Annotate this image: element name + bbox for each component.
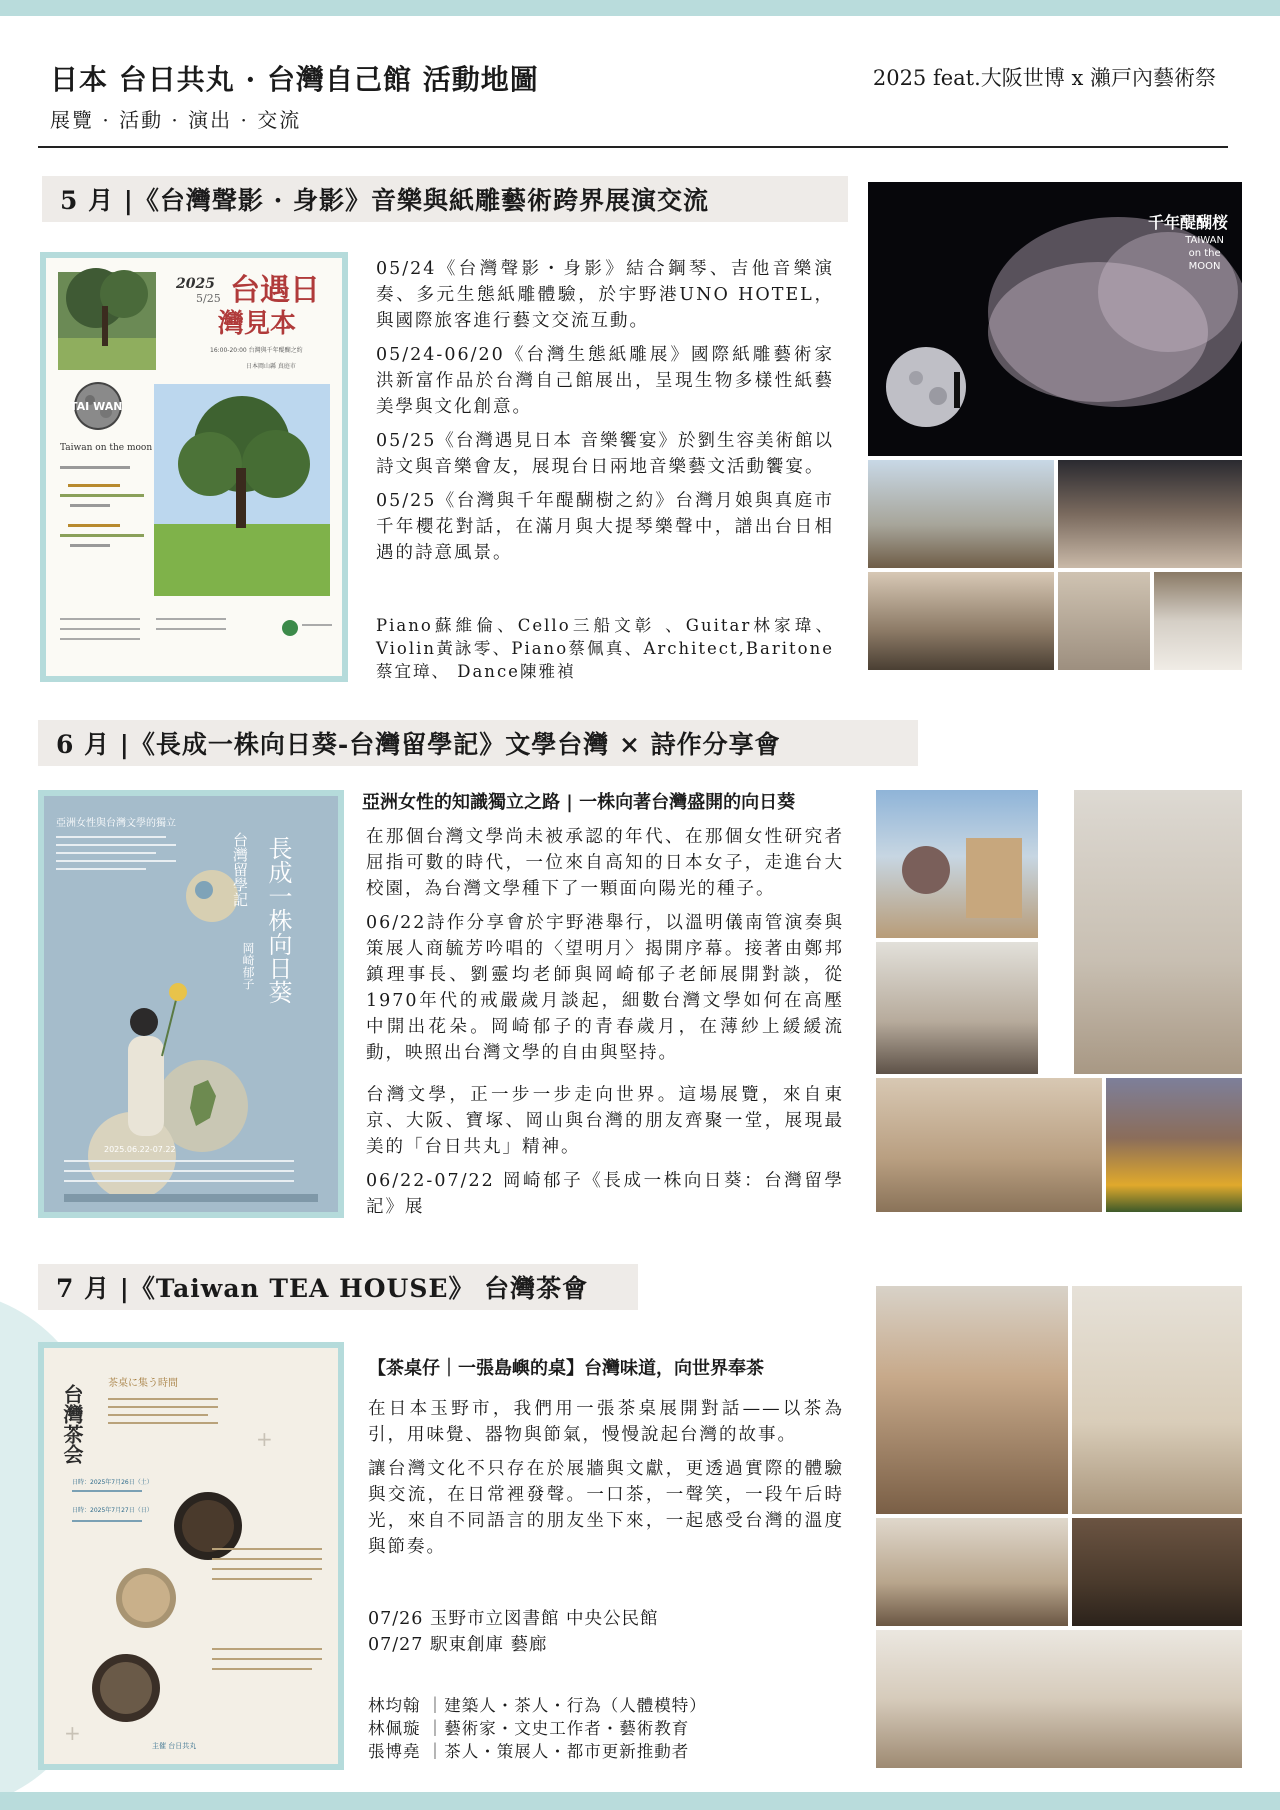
may-credits — [376, 614, 834, 691]
july-person-3: 張博堯 ｜茶人・策展人・都市更新推動者 — [368, 1742, 690, 1761]
july-poster-date-2: 日時：2025年7月27日（日） — [72, 1507, 153, 1514]
photo-moon-pavilion — [876, 790, 1038, 938]
may-performer-credits: Piano蘇維倫、Cello三船文彰 、Guitar林家瑋、Violin黃詠零、Piano蔡佩真、Architect,Baritone 蔡宜璋、 Dance陳雅禎 — [376, 616, 834, 681]
june-poster-art — [44, 796, 338, 1212]
june-poster-vertical-subtitle: 台灣留學記 — [231, 832, 249, 907]
july-poster-date-1: 日時：2025年7月26日（土） — [72, 1479, 153, 1486]
july-event-poster — [38, 1342, 344, 1770]
section-heading-july-text: 7 月 |《Taiwan TEA HOUSE》 台灣茶會 — [56, 1274, 589, 1303]
july-subheading: 【茶桌仔｜一張島嶼的桌】台灣味道，向世界奉茶 — [368, 1358, 764, 1379]
photo-exhibition-guests — [876, 1078, 1102, 1212]
photo-guitar-performance — [868, 460, 1054, 568]
page-subtitle: 展覽 · 活動 · 演出 · 交流 — [50, 108, 302, 132]
june-poster-vertical-title: 長成一株向日葵 — [264, 836, 292, 1004]
may-poster-art — [46, 258, 342, 676]
june-event-poster — [38, 790, 344, 1218]
photo-piano-concert — [1058, 460, 1242, 568]
photo-tea-table — [1072, 1518, 1242, 1626]
section-heading-june-text: 6 月 |《長成一株向日葵-台灣留學記》文學台灣 × 詩作分享會 — [56, 730, 781, 759]
may-poster-place: 日本岡山縣 真庭市 — [246, 363, 296, 370]
header-feature-note: 2025 feat.大阪世博 x 瀨戸內藝術祭 — [872, 66, 1216, 90]
photo-group-gathering — [876, 1630, 1242, 1768]
june-poster-top-text: 亞洲女性與台灣文學的獨立 — [56, 818, 176, 829]
may-poster-year: 2025 — [176, 276, 215, 292]
july-paragraph-2: 讓台灣文化不只存在於展牆與文獻，更透過實際的體驗與交流，在日常裡發聲。一口茶，一聲笑，一段午后時光，來自不同語言的朋友坐下來，一起感受台灣的溫度與節奏。 — [368, 1459, 844, 1557]
may-paragraph-3: 05/25《台灣遇見日本 音樂饗宴》於劉生容美術館以詩文與音樂會友，展現台日兩地音樂藝文活動饗宴。 — [376, 431, 834, 477]
july-person-2: 林佩璇 ｜藝術家・文史工作者・藝術教育 — [368, 1719, 690, 1738]
july-description — [368, 1396, 844, 1568]
july-poster-title: 台灣茶会 — [60, 1384, 84, 1464]
may-paragraph-1: 05/24《台灣聲影・身影》結合鋼琴、吉他音樂演奏、多元生態紙雕體驗，於宇野港UNO HOTEL，與國際旅客進行藝文交流互動。 — [376, 259, 834, 331]
moon-pavilion-art — [876, 790, 1038, 938]
june-paragraph-1: 在那個台灣文學尚未被承認的年代、在那個女性研究者屈指可數的時代，一位來自高知的日本女子，走進台大校園，為台灣文學種下了一顆面向陽光的種子。 — [366, 827, 844, 899]
may-poster-date: 5/25 — [196, 292, 221, 305]
july-event-1: 07/26 玉野市立図書館 中央公民館 — [368, 1609, 659, 1629]
july-poster-art — [44, 1348, 338, 1764]
july-people-list — [368, 1694, 844, 1763]
photo-sheer-curtain-display — [1074, 790, 1242, 1074]
section-heading-may — [42, 176, 848, 222]
photo-erhu-performance — [1072, 1286, 1242, 1514]
photo-label-title: 千年醍醐桜 — [1147, 213, 1228, 232]
photo-tea-participants — [876, 1518, 1068, 1626]
july-event-2: 07/27 駅東創庫 藝廊 — [368, 1635, 548, 1655]
june-paragraph-2: 06/22詩作分享會於宇野港舉行，以溫明儀南管演奏與策展人商毓芳吟唱的〈望明月〉揭開序幕。接著由鄭邦鎮理事長、劉靈均老師與岡崎郁子老師展開對談，從1970年代的戒嚴歲月談起，細數台灣文學如何在高壓中開出花朵。岡崎郁子的青春歲月，在薄紗上緩緩流動，映照出台灣文學的自由與堅持。 — [366, 913, 844, 1063]
photo-dancer — [1058, 572, 1150, 670]
july-poster-subtitle: 茶桌に集う時間 — [108, 1378, 178, 1389]
june-poster-dates: 2025.06.22-07.22 — [104, 1145, 176, 1154]
may-poster-title-sub: 灣見本 — [218, 309, 297, 339]
july-paragraph-1: 在日本玉野市，我們用一張茶桌展開對話——以茶為引，用味覺、器物與節氣，慢慢說起台灣的故事。 — [368, 1399, 844, 1445]
bottom-color-bar — [0, 1792, 1280, 1810]
photo-paper-bird — [1154, 572, 1242, 670]
photo-cherry-tree-moon — [868, 182, 1242, 456]
photo-talk-session — [876, 942, 1038, 1074]
may-paragraph-4: 05/25《台灣與千年醍醐樹之約》台灣月娘與真庭市千年櫻花對話，在滿月與大提琴樂聲中，譜出台日相遇的詩意風景。 — [376, 491, 834, 563]
june-description — [366, 824, 844, 1228]
july-event-list — [368, 1606, 844, 1658]
section-heading-july — [38, 1264, 638, 1310]
may-poster-info-line: 16:00-20:00 台灣與千年醍醐之約 — [210, 347, 303, 354]
may-poster-title-main: 台遇日 — [230, 273, 320, 308]
svg-text:+: + — [64, 1721, 81, 1745]
header-divider — [38, 146, 1228, 148]
may-description — [376, 256, 834, 574]
june-subheading: 亞洲女性的知識獨立之路 | 一株向著台灣盛開的向日葵 — [362, 792, 796, 813]
july-poster-footer: 主催 台日共丸 — [152, 1742, 197, 1750]
svg-text:+: + — [256, 1427, 273, 1451]
section-heading-may-text: 5 月 |《台灣聲影 · 身影》音樂與紙雕藝術跨界展演交流 — [60, 186, 710, 215]
may-paragraph-2: 05/24-06/20《台灣生態紙雕展》國際紙雕藝術家洪新富作品於台灣自己館展出，呈現生物多樣性紙藝美學與文化創意。 — [376, 345, 834, 417]
june-paragraph-4: 06/22-07/22 岡崎郁子《長成一株向日葵：台灣留學記》展 — [366, 1171, 844, 1217]
may-poster-moon-text: TAI WAN — [70, 400, 123, 413]
june-paragraph-3: 台灣文學，正一步一步走向世界。這場展覽，來自東京、大阪、寶塚、岡山與台灣的朋友齊聚一堂，展現最美的「台日共丸」精神。 — [366, 1085, 844, 1157]
page-title: 日本 台日共丸 · 台灣自己館 活動地圖 — [50, 63, 539, 96]
top-color-bar — [0, 0, 1280, 16]
photo-sunflowers-moon — [1106, 1078, 1242, 1212]
may-poster-moon-caption: Taiwan on the moon — [60, 443, 153, 453]
photo-label-subtitle: TAIWAN on the MOON — [1185, 235, 1224, 272]
photo-audience-group — [868, 572, 1054, 670]
july-person-1: 林均翰 ｜建築人・茶人・行為（人體模特） — [368, 1696, 707, 1715]
may-event-poster — [40, 252, 348, 682]
section-heading-june — [38, 720, 918, 766]
photo-tea-pouring — [876, 1286, 1068, 1514]
june-poster-author: 岡崎郁子 — [241, 942, 255, 990]
